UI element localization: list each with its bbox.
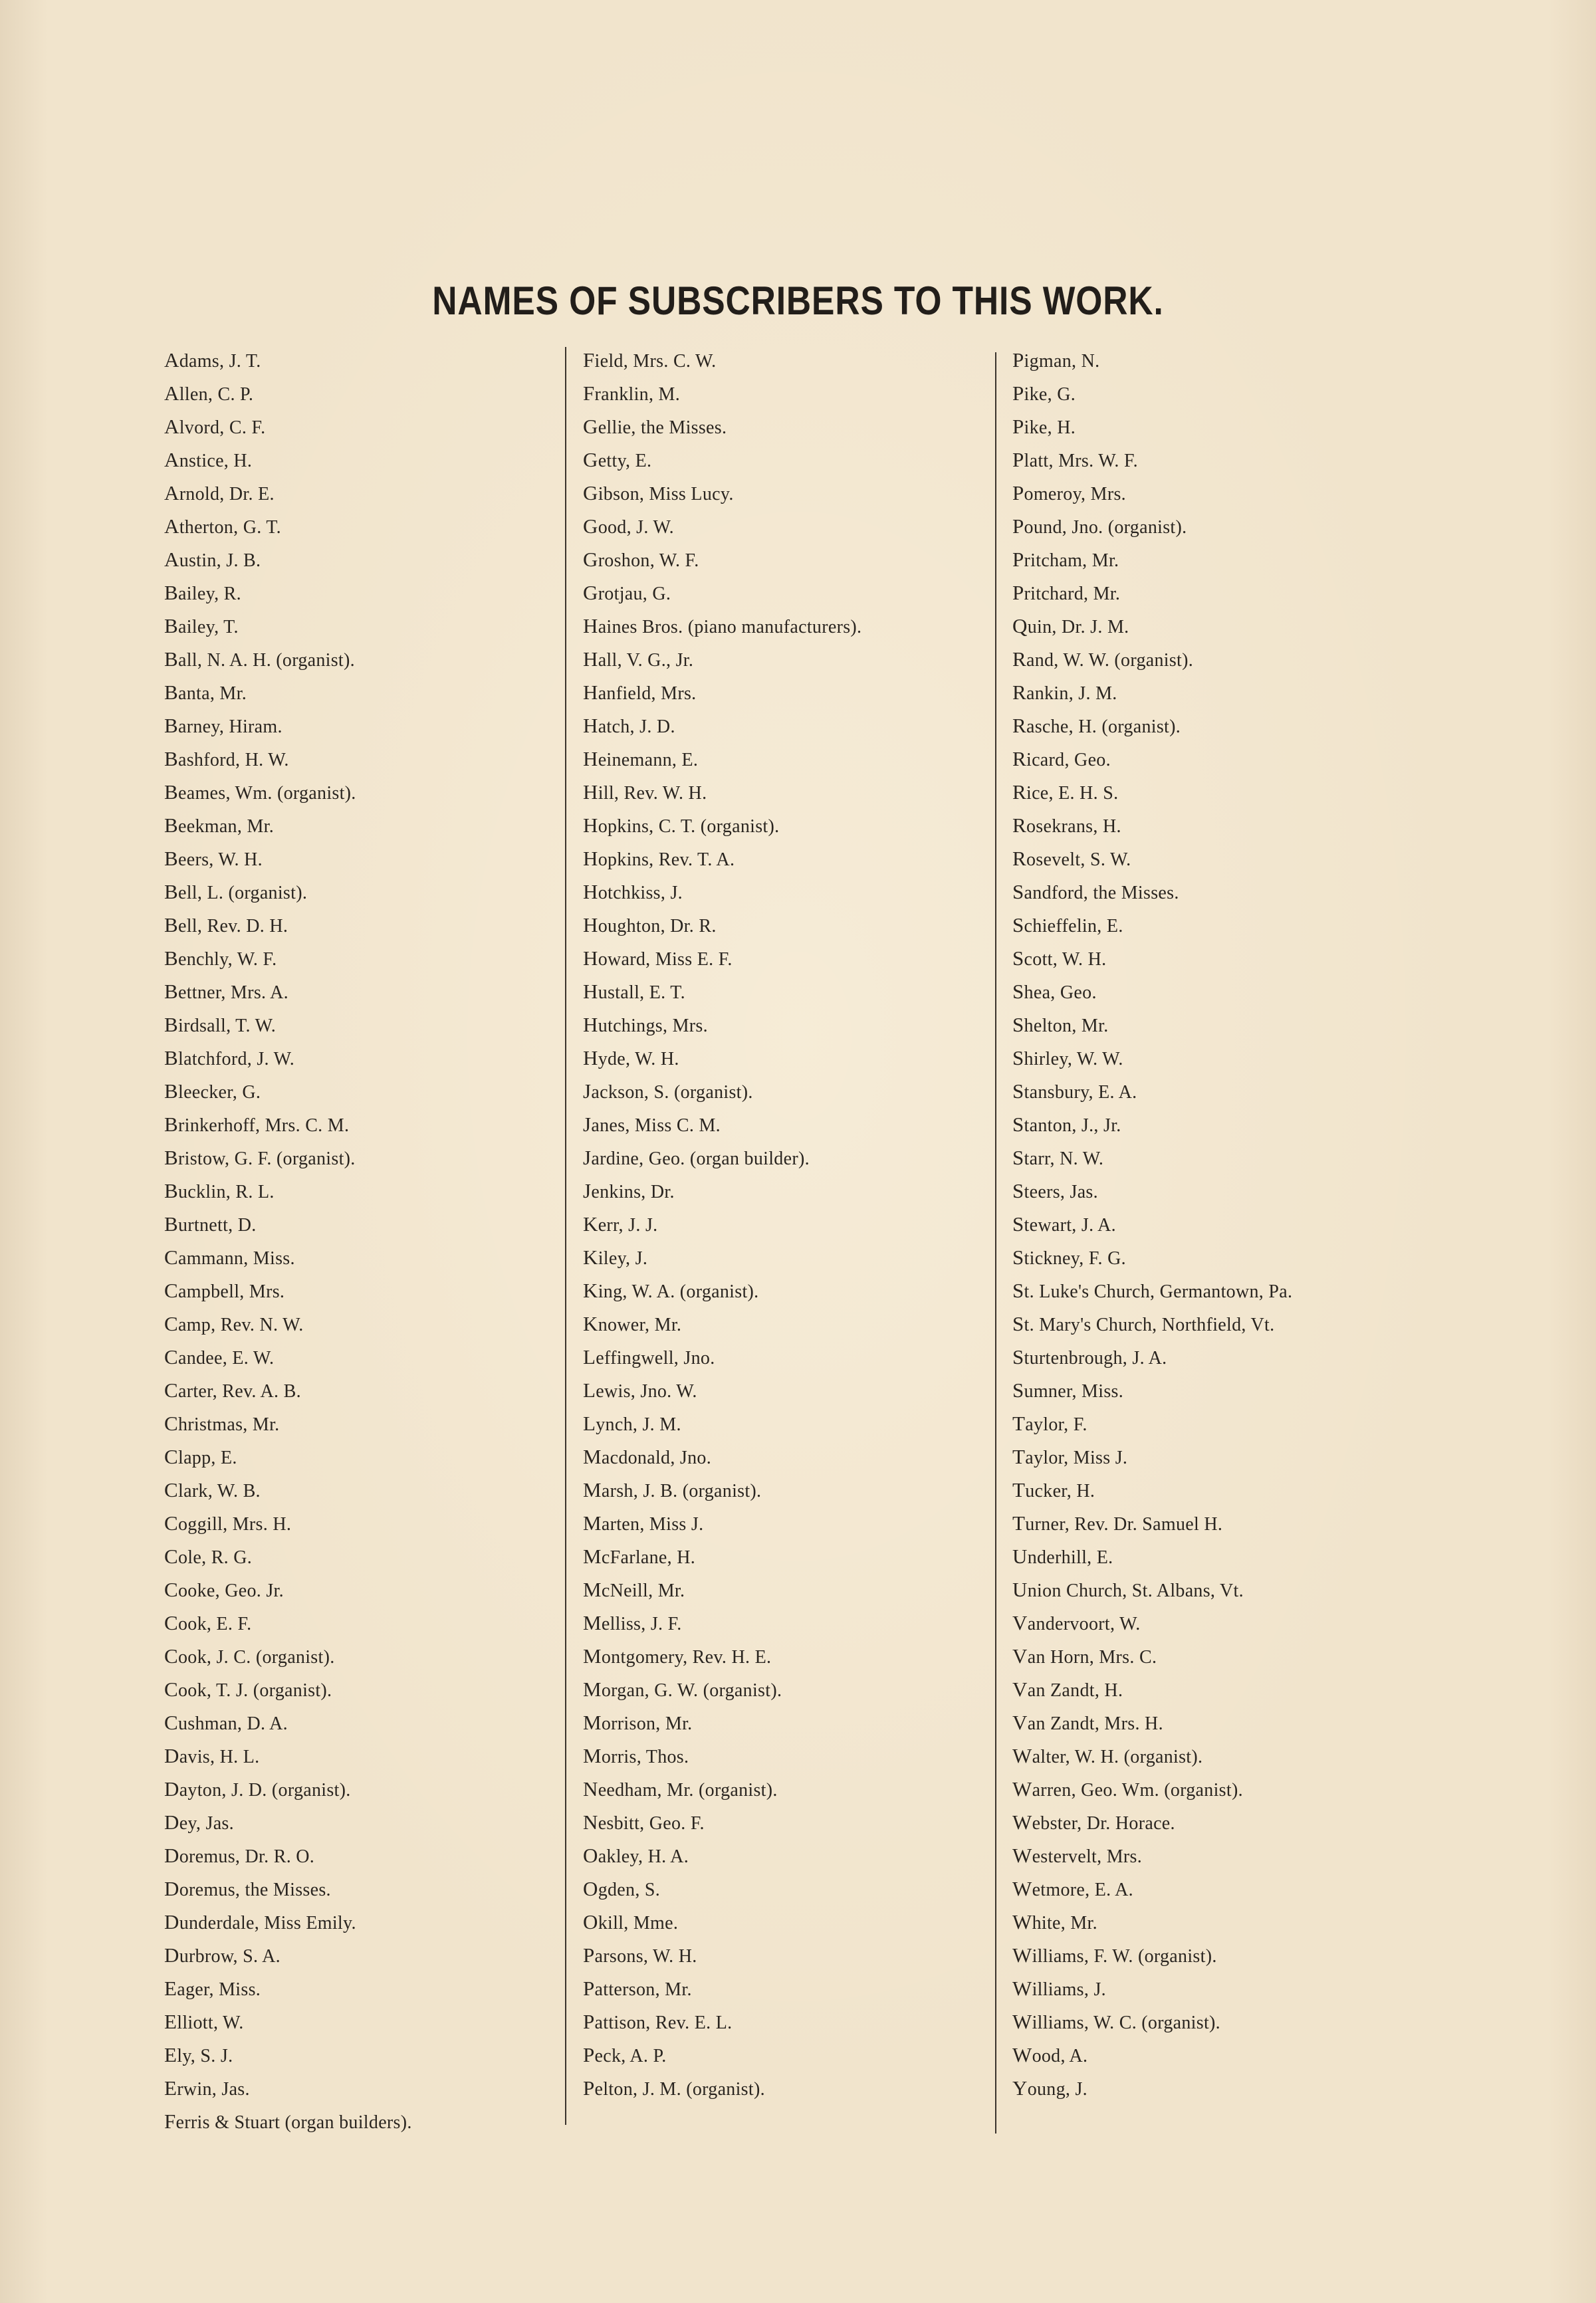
subscriber-entry: Lewis, Jno. W. xyxy=(583,1378,697,1402)
subscriber-entry: Dunderdale, Miss Emily. xyxy=(164,1910,356,1933)
subscriber-entry: Steers, Jas. xyxy=(1012,1179,1098,1202)
subscriber-entry: King, W. A. (organist). xyxy=(583,1279,759,1302)
subscriber-entry: Parsons, W. H. xyxy=(583,1943,697,1967)
subscriber-entry: Rasche, H. (organist). xyxy=(1012,714,1181,737)
subscriber-entry: Stansbury, E. A. xyxy=(1012,1079,1137,1103)
subscriber-entry: St. Luke's Church, Germantown, Pa. xyxy=(1012,1279,1293,1302)
subscriber-entry: Walter, W. H. (organist). xyxy=(1012,1744,1203,1767)
subscriber-entry: Hall, V. G., Jr. xyxy=(583,647,694,671)
subscriber-entry: Elliott, W. xyxy=(164,2010,244,2033)
subscriber-entry: Van Horn, Mrs. C. xyxy=(1012,1644,1157,1668)
subscriber-entry: Ely, S. J. xyxy=(164,2043,233,2066)
column-divider xyxy=(995,352,996,2134)
subscriber-entry: Jardine, Geo. (organ builder). xyxy=(583,1146,810,1169)
subscriber-entry: Carter, Rev. A. B. xyxy=(164,1378,301,1402)
subscriber-entry: Pritcham, Mr. xyxy=(1012,548,1119,571)
subscriber-entry: Macdonald, Jno. xyxy=(583,1445,712,1468)
subscriber-entry: Bailey, R. xyxy=(164,581,241,604)
subscriber-entry: Lynch, J. M. xyxy=(583,1412,681,1435)
subscriber-entry: Barney, Hiram. xyxy=(164,714,283,737)
subscriber-entry: Peck, A. P. xyxy=(583,2043,667,2066)
subscriber-entry: Bell, L. (organist). xyxy=(164,880,308,903)
subscriber-entry: Patterson, Mr. xyxy=(583,1977,692,2000)
subscriber-entry: Houghton, Dr. R. xyxy=(583,913,717,936)
subscriber-entry: Pritchard, Mr. xyxy=(1012,581,1121,604)
subscriber-entry: Hutchings, Mrs. xyxy=(583,1013,708,1036)
subscriber-entry: Rosevelt, S. W. xyxy=(1012,847,1131,870)
subscriber-entry: Sturtenbrough, J. A. xyxy=(1012,1345,1167,1369)
subscriber-entry: Doremus, Dr. R. O. xyxy=(164,1844,315,1867)
subscriber-entry: Stewart, J. A. xyxy=(1012,1212,1116,1236)
subscriber-entry: Webster, Dr. Horace. xyxy=(1012,1810,1175,1834)
subscriber-entry: Marten, Miss J. xyxy=(583,1511,704,1535)
subscriber-entry: Sumner, Miss. xyxy=(1012,1378,1124,1402)
page-title: NAMES OF SUBSCRIBERS TO THIS WORK. xyxy=(432,278,1164,324)
subscriber-entry: Ferris & Stuart (organ builders). xyxy=(164,2110,412,2133)
subscriber-entry: Rice, E. H. S. xyxy=(1012,780,1119,804)
subscriber-entry: Benchly, W. F. xyxy=(164,946,277,970)
subscriber-entry: Williams, J. xyxy=(1012,1977,1106,2000)
subscriber-entry: Brinkerhoff, Mrs. C. M. xyxy=(164,1113,350,1136)
subscriber-entry: Williams, W. C. (organist). xyxy=(1012,2010,1220,2033)
subscriber-entry: Pound, Jno. (organist). xyxy=(1012,514,1187,538)
subscriber-entry: Melliss, J. F. xyxy=(583,1611,682,1634)
subscriber-entry: Cook, T. J. (organist). xyxy=(164,1678,332,1701)
subscriber-entry: Adams, J. T. xyxy=(164,348,261,372)
subscriber-entry: Clapp, E. xyxy=(164,1445,237,1468)
subscriber-entry: Heinemann, E. xyxy=(583,747,699,770)
subscriber-entry: Underhill, E. xyxy=(1012,1545,1113,1568)
subscriber-entry: St. Mary's Church, Northfield, Vt. xyxy=(1012,1312,1275,1335)
subscriber-entry: Jenkins, Dr. xyxy=(583,1179,675,1202)
subscriber-entry: Bailey, T. xyxy=(164,614,239,637)
subscriber-entry: Young, J. xyxy=(1012,2076,1087,2100)
subscriber-entry: Morgan, G. W. (organist). xyxy=(583,1678,782,1701)
subscriber-entry: Bleecker, G. xyxy=(164,1079,261,1103)
subscriber-entry: Wood, A. xyxy=(1012,2043,1088,2066)
subscriber-entry: Shea, Geo. xyxy=(1012,980,1097,1003)
subscriber-entry: Banta, Mr. xyxy=(164,681,247,704)
subscriber-entry: Pigman, N. xyxy=(1012,348,1100,372)
subscriber-entry: Union Church, St. Albans, Vt. xyxy=(1012,1578,1244,1601)
subscriber-entry: Wetmore, E. A. xyxy=(1012,1877,1133,1900)
subscriber-entry: Howard, Miss E. F. xyxy=(583,946,733,970)
subscriber-entry: Hyde, W. H. xyxy=(583,1046,679,1069)
subscriber-entry: Ogden, S. xyxy=(583,1877,661,1900)
subscriber-entry: Quin, Dr. J. M. xyxy=(1012,614,1129,637)
subscriber-entry: Good, J. W. xyxy=(583,514,674,538)
subscriber-entry: Taylor, Miss J. xyxy=(1012,1445,1128,1468)
subscriber-entry: Van Zandt, Mrs. H. xyxy=(1012,1711,1163,1734)
subscriber-entry: McNeill, Mr. xyxy=(583,1578,685,1601)
subscriber-entry: Van Zandt, H. xyxy=(1012,1678,1123,1701)
subscriber-entry: Hill, Rev. W. H. xyxy=(583,780,707,804)
subscriber-entry: Erwin, Jas. xyxy=(164,2076,250,2100)
subscriber-entry: Pattison, Rev. E. L. xyxy=(583,2010,733,2033)
subscriber-entry: Starr, N. W. xyxy=(1012,1146,1104,1169)
subscriber-entry: Bettner, Mrs. A. xyxy=(164,980,288,1003)
subscriber-entry: Allen, C. P. xyxy=(164,382,254,405)
subscriber-entry: Coggill, Mrs. H. xyxy=(164,1511,292,1535)
subscriber-entry: Westervelt, Mrs. xyxy=(1012,1844,1143,1867)
subscriber-column-2 xyxy=(583,344,861,2105)
column-divider xyxy=(565,347,566,2125)
subscriber-entry: Nesbitt, Geo. F. xyxy=(583,1810,705,1834)
subscriber-entry: Pike, G. xyxy=(1012,382,1076,405)
subscriber-entry: White, Mr. xyxy=(1012,1910,1097,1933)
subscriber-entry: Rosekrans, H. xyxy=(1012,814,1121,837)
subscriber-entry: Montgomery, Rev. H. E. xyxy=(583,1644,772,1668)
subscriber-entry: Stanton, J., Jr. xyxy=(1012,1113,1121,1136)
subscriber-column-1 xyxy=(164,344,412,2138)
subscriber-entry: Hustall, E. T. xyxy=(583,980,685,1003)
subscriber-entry: Schieffelin, E. xyxy=(1012,913,1123,936)
subscriber-entry: Candee, E. W. xyxy=(164,1345,275,1369)
subscriber-entry: Anstice, H. xyxy=(164,448,253,471)
subscriber-entry: Needham, Mr. (organist). xyxy=(583,1777,778,1801)
subscriber-entry: Okill, Mme. xyxy=(583,1910,679,1933)
subscriber-entry: Cook, E. F. xyxy=(164,1611,252,1634)
subscriber-entry: Christmas, Mr. xyxy=(164,1412,280,1435)
subscriber-entry: Morris, Thos. xyxy=(583,1744,689,1767)
subscriber-entry: Cook, J. C. (organist). xyxy=(164,1644,335,1668)
subscriber-entry: Janes, Miss C. M. xyxy=(583,1113,721,1136)
subscriber-entry: Beers, W. H. xyxy=(164,847,263,870)
subscriber-entry: Gellie, the Misses. xyxy=(583,415,727,438)
subscriber-entry: Vandervoort, W. xyxy=(1012,1611,1141,1634)
subscriber-entry: Bristow, G. F. (organist). xyxy=(164,1146,356,1169)
subscriber-entry: Dey, Jas. xyxy=(164,1810,234,1834)
subscriber-entry: Kiley, J. xyxy=(583,1246,648,1269)
subscriber-entry: Hopkins, C. T. (organist). xyxy=(583,814,780,837)
subscriber-entry: McFarlane, H. xyxy=(583,1545,696,1568)
subscriber-entry: Rankin, J. M. xyxy=(1012,681,1117,704)
subscriber-entry: Burtnett, D. xyxy=(164,1212,257,1236)
subscriber-entry: Cooke, Geo. Jr. xyxy=(164,1578,284,1601)
subscriber-entry: Durbrow, S. A. xyxy=(164,1943,281,1967)
subscriber-entry: Hopkins, Rev. T. A. xyxy=(583,847,735,870)
subscriber-entry: Doremus, the Misses. xyxy=(164,1877,331,1900)
subscriber-entry: Grotjau, G. xyxy=(583,581,671,604)
subscriber-entry: Cole, R. G. xyxy=(164,1545,253,1568)
subscriber-entry: Stickney, F. G. xyxy=(1012,1246,1126,1269)
subscriber-entry: Cushman, D. A. xyxy=(164,1711,288,1734)
subscriber-entry: Scott, W. H. xyxy=(1012,946,1107,970)
subscriber-entry: Hatch, J. D. xyxy=(583,714,675,737)
subscriber-entry: Arnold, Dr. E. xyxy=(164,481,275,504)
subscriber-column-3 xyxy=(1012,344,1292,2105)
subscriber-entry: Camp, Rev. N. W. xyxy=(164,1312,304,1335)
subscriber-entry: Warren, Geo. Wm. (organist). xyxy=(1012,1777,1243,1801)
subscriber-entry: Austin, J. B. xyxy=(164,548,261,571)
subscriber-entry: Oakley, H. A. xyxy=(583,1844,689,1867)
subscriber-entry: Beames, Wm. (organist). xyxy=(164,780,356,804)
subscriber-entry: Pike, H. xyxy=(1012,415,1076,438)
subscriber-entry: Pomeroy, Mrs. xyxy=(1012,481,1126,504)
subscriber-entry: Marsh, J. B. (organist). xyxy=(583,1478,762,1501)
subscriber-entry: Cammann, Miss. xyxy=(164,1246,295,1269)
subscriber-entry: Field, Mrs. C. W. xyxy=(583,348,717,372)
subscriber-entry: Haines Bros. (piano manufacturers). xyxy=(583,614,862,637)
subscriber-entry: Atherton, G. T. xyxy=(164,514,281,538)
subscriber-entry: Dayton, J. D. (organist). xyxy=(164,1777,351,1801)
subscriber-entry: Bucklin, R. L. xyxy=(164,1179,275,1202)
subscriber-entry: Ball, N. A. H. (organist). xyxy=(164,647,355,671)
subscriber-entry: Taylor, F. xyxy=(1012,1412,1087,1435)
subscriber-entry: Rand, W. W. (organist). xyxy=(1012,647,1194,671)
subscriber-entry: Platt, Mrs. W. F. xyxy=(1012,448,1138,471)
subscriber-entry: Groshon, W. F. xyxy=(583,548,699,571)
subscriber-entry: Tucker, H. xyxy=(1012,1478,1095,1501)
subscriber-entry: Williams, F. W. (organist). xyxy=(1012,1943,1217,1967)
subscriber-entry: Sandford, the Misses. xyxy=(1012,880,1179,903)
subscriber-entry: Birdsall, T. W. xyxy=(164,1013,277,1036)
subscriber-entry: Davis, H. L. xyxy=(164,1744,260,1767)
subscriber-entry: Shelton, Mr. xyxy=(1012,1013,1109,1036)
subscriber-entry: Leffingwell, Jno. xyxy=(583,1345,715,1369)
subscriber-entry: Franklin, M. xyxy=(583,382,681,405)
subscriber-entry: Clark, W. B. xyxy=(164,1478,261,1501)
subscriber-entry: Morrison, Mr. xyxy=(583,1711,693,1734)
subscriber-entry: Bashford, H. W. xyxy=(164,747,289,770)
subscriber-entry: Campbell, Mrs. xyxy=(164,1279,285,1302)
subscriber-entry: Pelton, J. M. (organist). xyxy=(583,2076,765,2100)
subscriber-entry: Ricard, Geo. xyxy=(1012,747,1111,770)
subscriber-entry: Shirley, W. W. xyxy=(1012,1046,1123,1069)
subscriber-entry: Beekman, Mr. xyxy=(164,814,275,837)
subscriber-entry: Gibson, Miss Lucy. xyxy=(583,481,734,504)
subscriber-entry: Alvord, C. F. xyxy=(164,415,266,438)
subscriber-entry: Hanfield, Mrs. xyxy=(583,681,697,704)
subscriber-entry: Kerr, J. J. xyxy=(583,1212,658,1236)
subscriber-entry: Bell, Rev. D. H. xyxy=(164,913,288,936)
subscriber-entry: Turner, Rev. Dr. Samuel H. xyxy=(1012,1511,1223,1535)
subscriber-entry: Blatchford, J. W. xyxy=(164,1046,295,1069)
subscriber-entry: Jackson, S. (organist). xyxy=(583,1079,753,1103)
subscriber-entry: Knower, Mr. xyxy=(583,1312,682,1335)
subscriber-entry: Hotchkiss, J. xyxy=(583,880,683,903)
subscriber-entry: Getty, E. xyxy=(583,448,652,471)
subscriber-entry: Eager, Miss. xyxy=(164,1977,261,2000)
